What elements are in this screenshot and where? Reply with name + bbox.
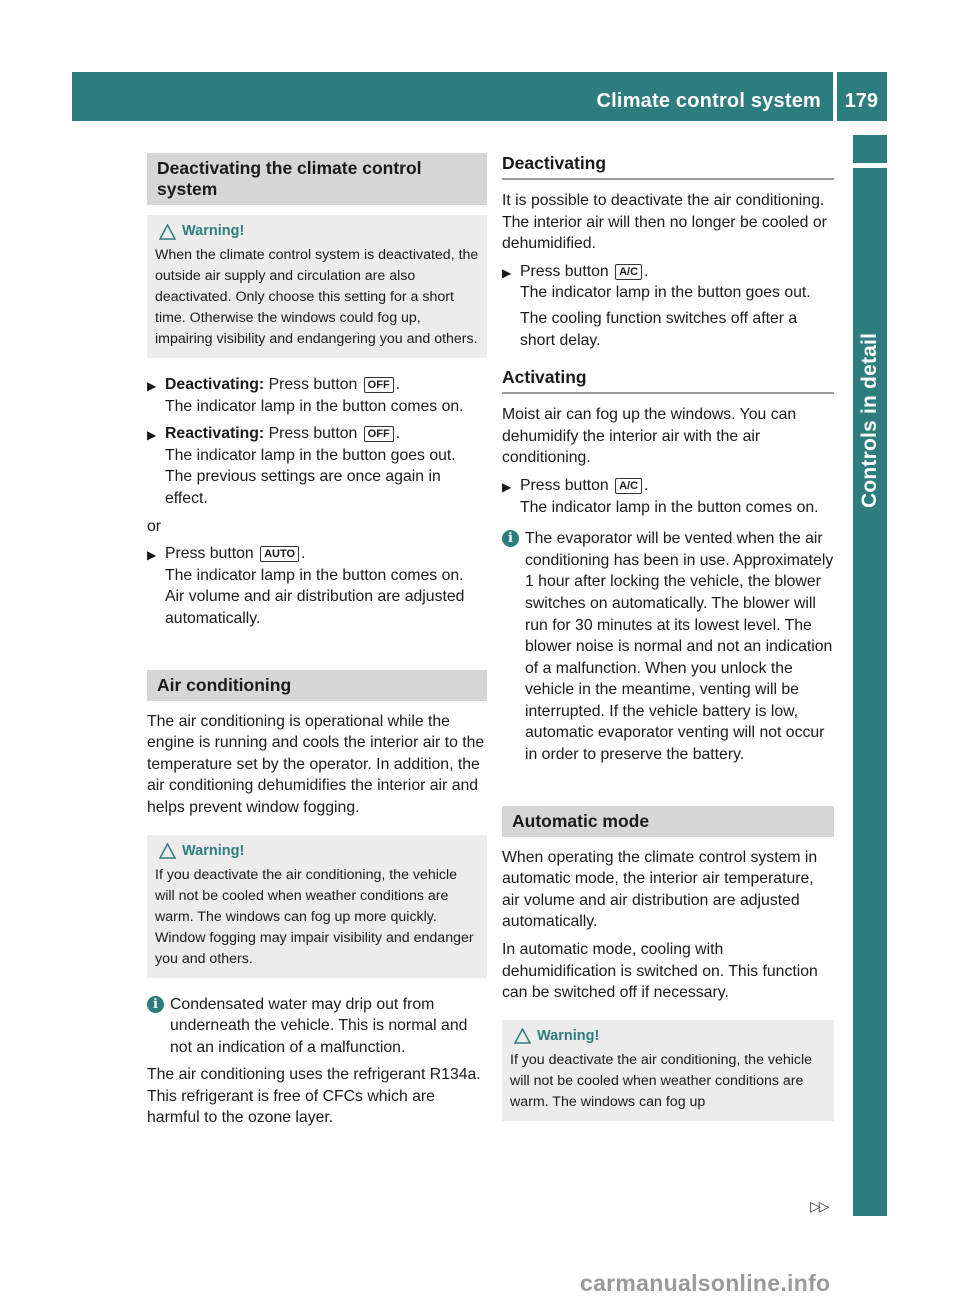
header-bar	[72, 72, 887, 121]
footer-watermark: carmanualsonline.info	[580, 1270, 831, 1296]
step-arrow-icon: ▶	[502, 265, 512, 280]
side-tab-marker	[853, 135, 887, 163]
step-deactivating: ▶ Deactivating: Press button OFF . The indicator lamp in the button comes on.	[147, 374, 487, 417]
or-text: or	[147, 517, 162, 535]
right-column	[502, 153, 834, 1121]
warning-text: When the climate control system is deactivated, the outside air supply and circulation are also deactivated. Only choose this setting for a short time. Otherwise the windows could fog up, impairing visibility and endangering you and others.	[155, 247, 479, 347]
ac-button-symbol: A/C	[615, 264, 642, 280]
info-icon: i	[147, 996, 164, 1013]
step-arrow-icon: ▶	[147, 379, 157, 393]
auto-text-1: When operating the climate control system in automatic mode, the interior air temperature, air volume and air distribution are adjusted automatically.	[502, 848, 818, 931]
subheading-deactivating: Deactivating	[502, 153, 834, 180]
ac-intro-text: The air conditioning is operational while the engine is running and cools the interior air to the temperature set by the operator. In addition, the air conditioning dehumidifies the interior air and helps prevent window fogging.	[147, 712, 485, 816]
warning-heading: Warning!	[510, 1026, 826, 1047]
step-arrow-icon: ▶	[147, 428, 157, 443]
warning-box	[502, 1020, 834, 1121]
deactivating-text: It is possible to deactivate the air conditioning. The interior air will then no longer be cooled or dehumidified.	[502, 192, 827, 253]
header-divider	[833, 72, 837, 121]
section-heading-air-conditioning: Air conditioning	[147, 670, 487, 701]
off-button-symbol: OFF	[364, 426, 394, 442]
side-tab-label: Controls in detail	[858, 332, 881, 508]
warning-text: If you deactivate the air conditioning, the vehicle will not be cooled when weather conditions are warm. The windows can fog up more quickly. Window fogging may impair visibility and endanger you and others.	[155, 866, 474, 967]
header-title: Climate control system	[596, 90, 821, 112]
info-note: i The evaporator will be vented when the air conditioning has been in use. Approximately 1 hour after locking the vehicle, the blower switches on automatically. The blower will run for 30 minutes at its lowest level. The blower noise is normal and not an indication of a malfunction. When you unlock the vehicle in the meantime, venting will be interrupted. If the vehicle battery is low, automatic evaporator venting will not occur in order to preserve the battery.	[502, 528, 834, 766]
warning-triangle-icon	[514, 1028, 531, 1044]
step-auto: ▶ Press button AUTO . The indicator lamp in the button comes on. Air volume and air distribution are adjusted automatically.	[147, 543, 487, 629]
warning-heading: Warning!	[155, 841, 479, 862]
off-button-symbol: OFF	[364, 377, 394, 393]
auto-button-symbol: AUTO	[260, 546, 299, 562]
info-icon: i	[502, 530, 519, 547]
warning-box	[147, 835, 487, 978]
auto-text-2: In automatic mode, cooling with dehumidification is switched on. This function can be switched off if necessary.	[502, 941, 818, 1002]
step-arrow-icon: ▶	[147, 548, 157, 563]
section-heading-deactivating-climate: Deactivating the climate control system	[147, 153, 487, 205]
warning-text: If you deactivate the air conditioning, the vehicle will not be cooled when weather conditions are warm. The windows can fog up	[510, 1051, 813, 1110]
ac-button-symbol: A/C	[615, 478, 642, 494]
left-column	[147, 153, 487, 1129]
step-deactivate-ac: ▶ Press button A/C . The indicator lamp in the button goes out. The cooling function switches off after a short delay.	[502, 261, 834, 351]
continue-arrow-icon: ▷▷	[810, 1198, 828, 1214]
warning-heading: Warning!	[155, 221, 479, 242]
step-reactivating: ▶ Reactivating: Press button OFF . The indicator lamp in the button goes out. The previous settings are once again in effect.	[147, 423, 487, 509]
refrigerant-text: The air conditioning uses the refrigerant R134a. This refrigerant is free of CFCs which are harmful to the ozone layer.	[147, 1066, 481, 1127]
section-heading-automatic-mode: Automatic mode	[502, 806, 834, 837]
page-number: 179	[844, 90, 878, 112]
subheading-activating: Activating	[502, 367, 834, 394]
warning-triangle-icon	[159, 843, 176, 859]
activating-text: Moist air can fog up the windows. You can dehumidify the interior air with the air conditioning.	[502, 406, 797, 467]
warning-box	[147, 215, 487, 358]
info-note: i Condensated water may drip out from underneath the vehicle. This is normal and not an indication of a malfunction.	[147, 994, 487, 1059]
step-activate-ac: ▶ Press button A/C . The indicator lamp in the button comes on.	[502, 475, 834, 518]
step-arrow-icon: ▶	[502, 479, 512, 494]
warning-triangle-icon	[159, 224, 176, 240]
